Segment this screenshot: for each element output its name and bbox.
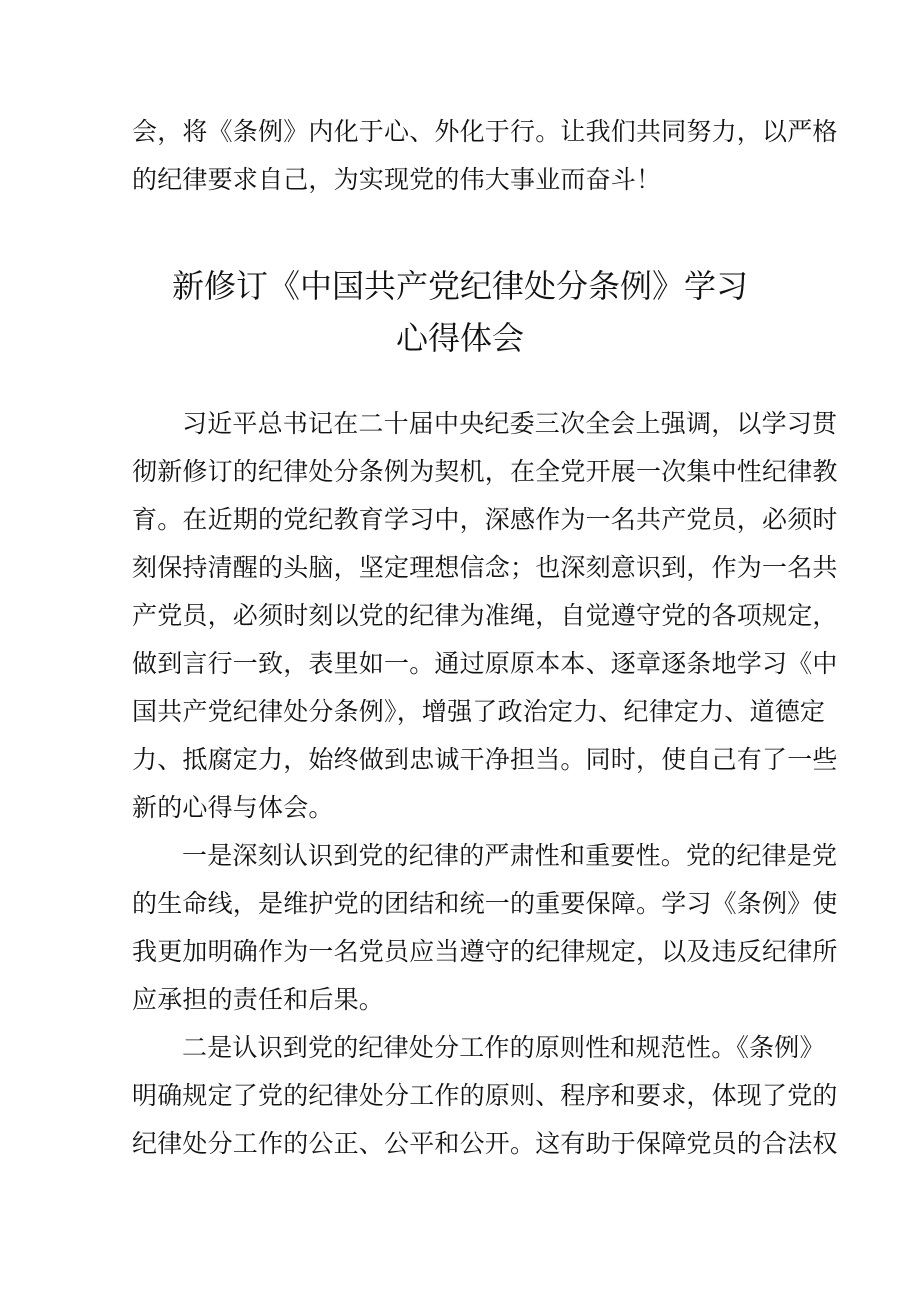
text-line: 应承担的责任和后果。 (132, 985, 385, 1014)
paragraph (132, 400, 838, 832)
text-line: 我更加明确作为一名党员应当遵守的纪律规定，以及违反纪律所 (132, 937, 838, 966)
text-line: 刻保持清醒的头脑，坚定理想信念；也深刻意识到，作为一名共 (132, 553, 838, 582)
text-line: 的生命线，是维护党的团结和统一的重要保障。学习《条例》使 (132, 889, 838, 918)
text-line: 二是认识到党的纪律处分工作的原则性和规范性。《条例》 (182, 1033, 825, 1062)
text-line: 一是深刻认识到党的纪律的严肃性和重要性。党的纪律是党 (182, 841, 838, 870)
text-line: 力、抵腐定力，始终做到忠诚干净担当。同时，使自己有了一些 (132, 745, 838, 774)
text-line: 习近平总书记在二十届中央纪委三次全会上强调，以学习贯 (182, 409, 838, 438)
paragraph (132, 832, 838, 1024)
text-line: 纪律处分工作的公正、公平和公开。这有助于保障党员的合法权 (132, 1129, 838, 1158)
text-line: 的纪律要求自己，为实现党的伟大事业而奋斗！ (132, 165, 662, 194)
article-body (132, 400, 838, 1168)
text-line: 明确规定了党的纪律处分工作的原则、程序和要求，体现了党的 (132, 1081, 838, 1110)
article-title (100, 260, 820, 364)
text-line: 会，将《条例》内化于心、外化于行。让我们共同努力，以严格 (132, 117, 838, 146)
text-line: 彻新修订的纪律处分条例为契机，在全党开展一次集中性纪律教 (132, 457, 838, 486)
title-line: 新修订《中国共产党纪律处分条例》学习 (171, 267, 748, 305)
text-line: 育。在近期的党纪教育学习中，深感作为一名共产党员，必须时 (132, 505, 838, 534)
title-line: 心得体会 (395, 319, 524, 357)
paragraph (132, 1024, 838, 1168)
text-line: 新的心得与体会。 (132, 793, 334, 822)
text-line: 做到言行一致，表里如一。通过原原本本、逐章逐条地学习《中 (132, 649, 838, 678)
intro-paragraph (132, 108, 838, 204)
text-line: 国共产党纪律处分条例》，增强了政治定力、纪律定力、道德定 (132, 697, 826, 726)
text-line: 产党员，必须时刻以党的纪律为准绳，自觉遵守党的各项规定， (132, 601, 838, 630)
